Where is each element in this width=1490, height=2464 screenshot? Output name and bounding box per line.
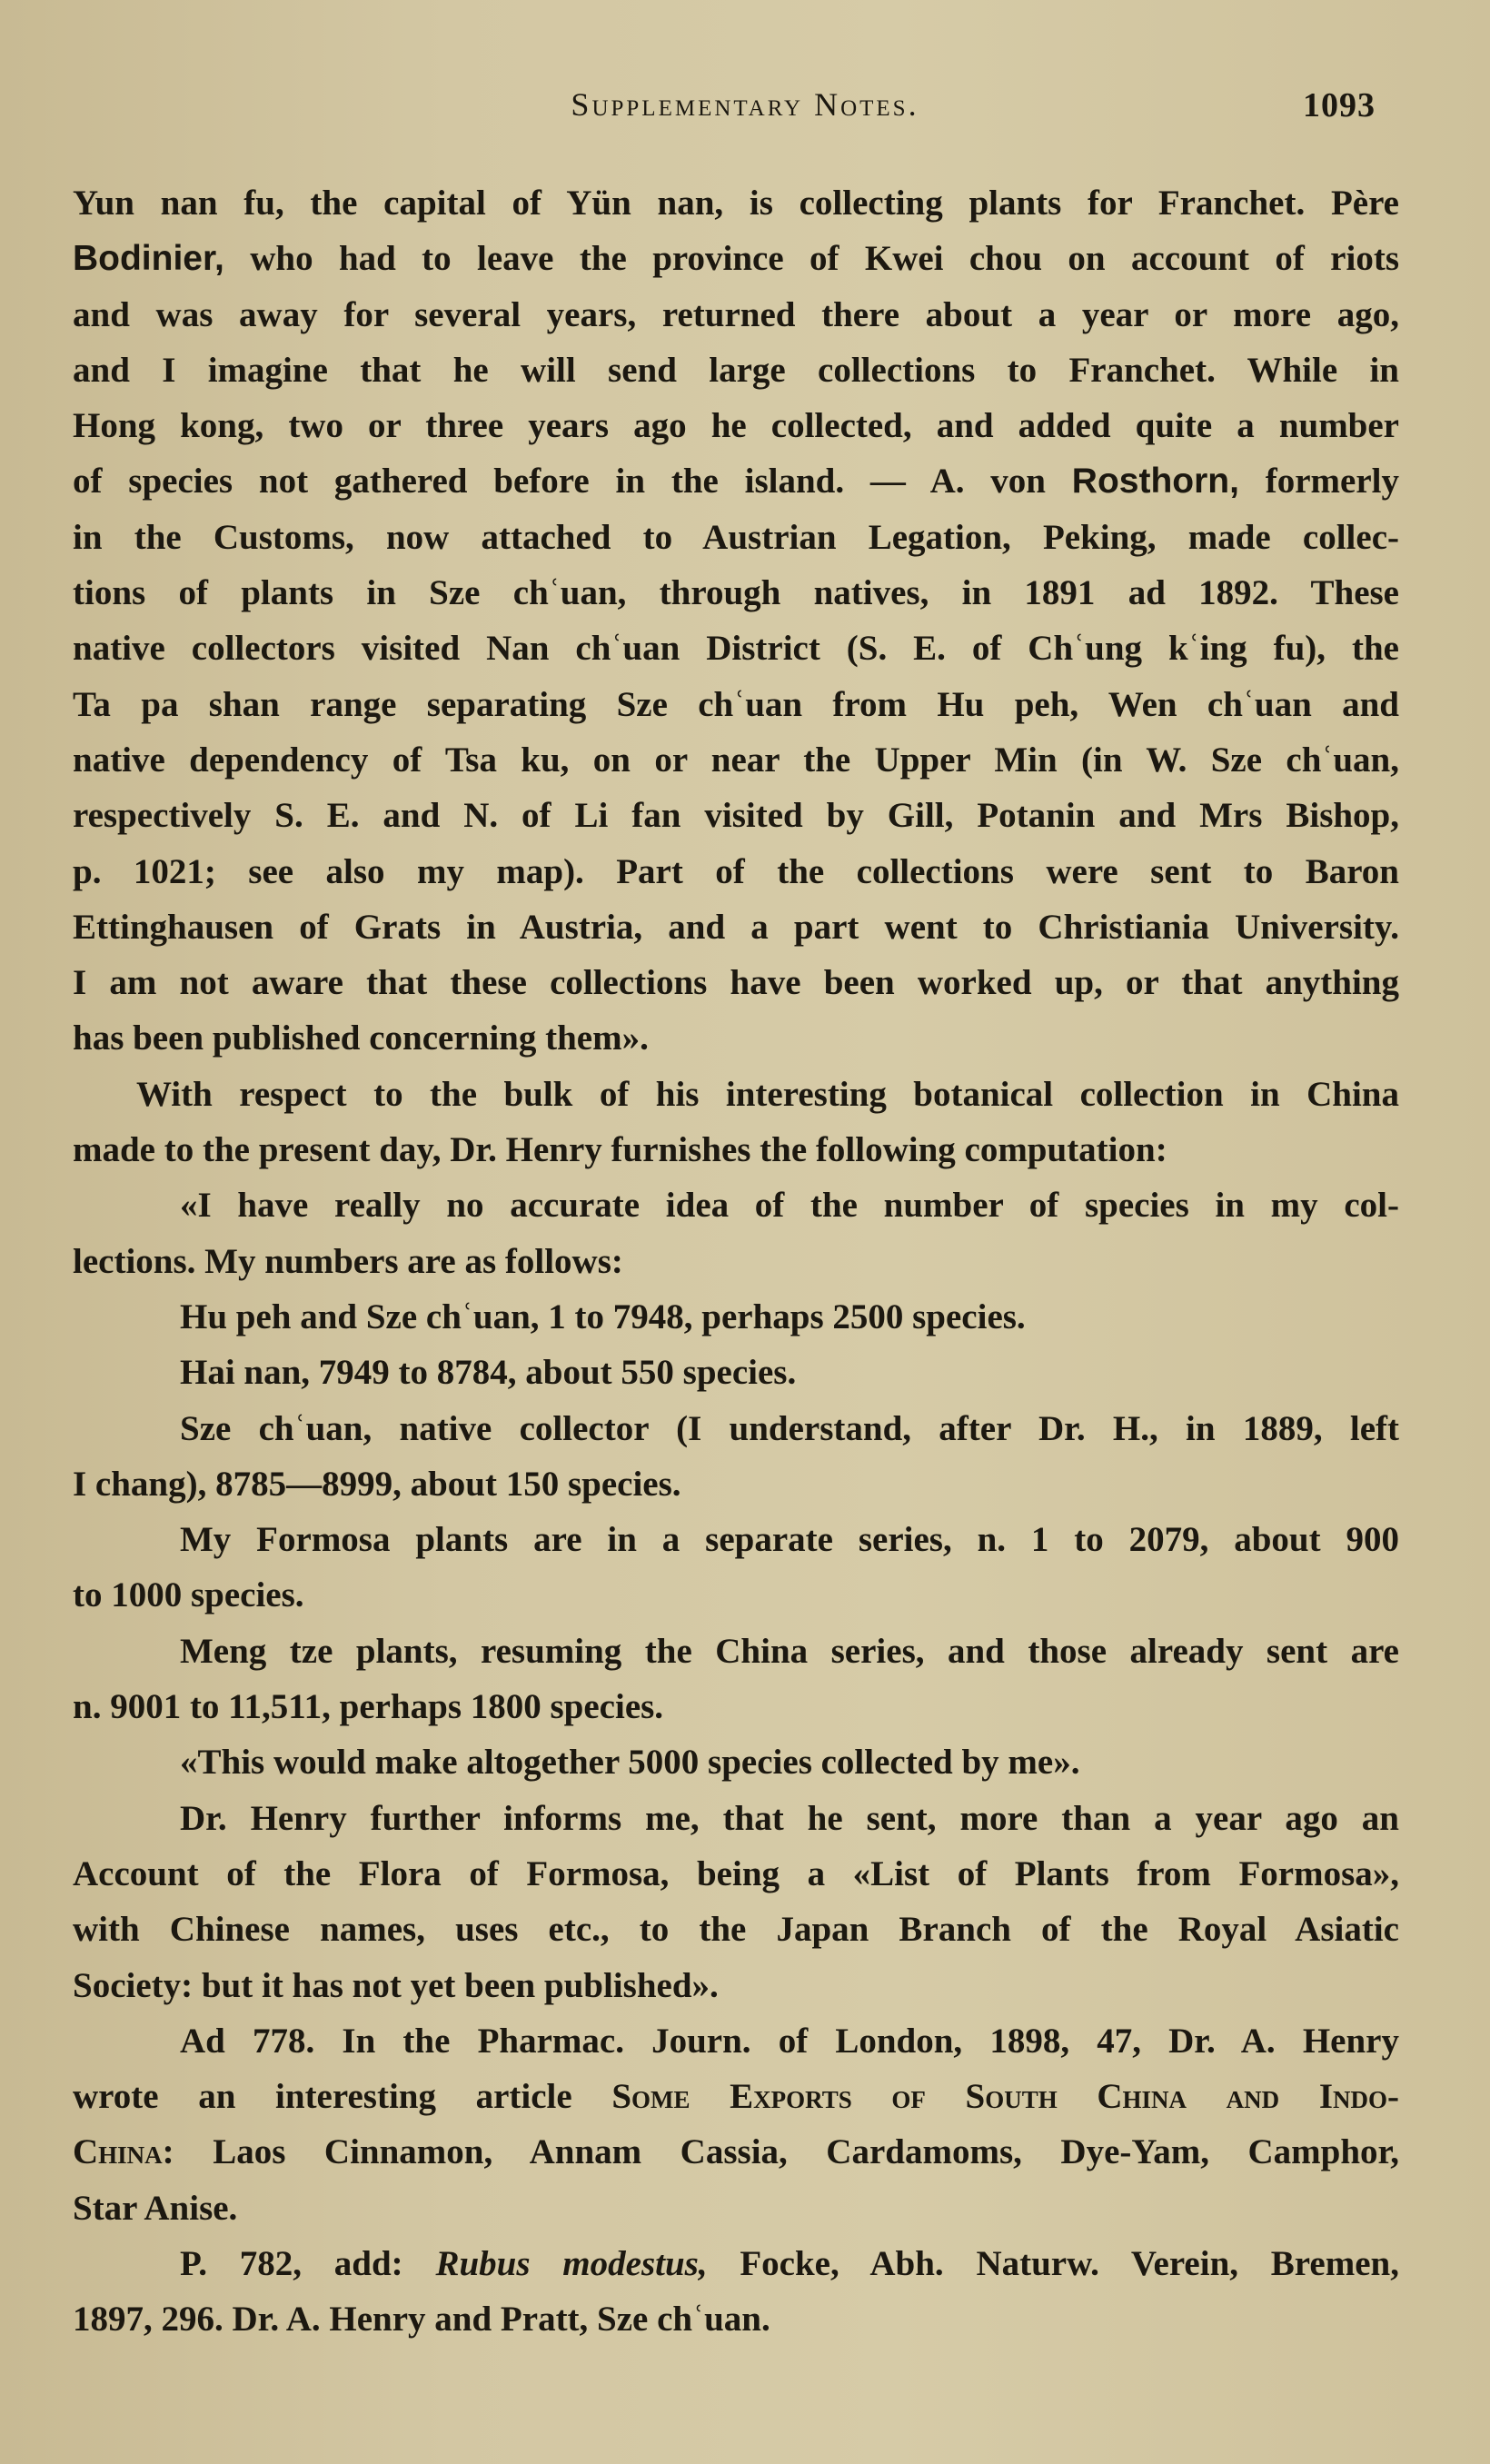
text-span: of species not gathered before in the island. — A. von bbox=[73, 462, 1072, 502]
page-header bbox=[0, 85, 1490, 140]
text-line: made to the present day, Dr. Henry furnishes the following computation: bbox=[73, 1130, 1167, 1170]
text-line: I am not aware that these collections have been worked up, or that anything bbox=[73, 963, 1399, 1003]
text-line: n. 9001 to 11,511, perhaps 1800 species. bbox=[73, 1687, 664, 1727]
text-line: respectively S. E. and N. of Li fan visited by Gill, Potanin and Mrs Bishop, bbox=[73, 796, 1399, 836]
running-head: Supplementary Notes. bbox=[571, 86, 919, 123]
article-title: China bbox=[73, 2132, 163, 2172]
page-number: 1093 bbox=[1303, 86, 1376, 124]
text-span: wrote an interesting article bbox=[73, 2077, 612, 2117]
text-line bbox=[73, 2124, 1399, 2180]
text-line: «This would make altogether 5000 species collected by me». bbox=[180, 1743, 1080, 1783]
text-line: Society: but it has not yet been published». bbox=[73, 1965, 719, 2005]
text-line: «I have really no accurate idea of the number of species in my col- bbox=[180, 1186, 1399, 1226]
text-span: formerly bbox=[1238, 462, 1399, 502]
text-span: : Laos Cinnamon, Annam Cassia, Cardamoms, Dye-Yam, Camphor, bbox=[162, 2132, 1399, 2172]
text-line bbox=[73, 453, 1399, 509]
text-line: tions of plants in Sze chʿuan, through natives, in 1891 ad 1892. These bbox=[73, 573, 1399, 613]
text-line: has been published concerning them». bbox=[73, 1018, 649, 1058]
text-line: p. 1021; see also my map). Part of the collections were sent to Baron bbox=[73, 851, 1399, 891]
text-line: Sze chʿuan, native collector (I understand, after Dr. H., in 1889, left bbox=[180, 1408, 1399, 1448]
text-line: Ta pa shan range separating Sze chʿuan from Hu peh, Wen chʿuan and bbox=[73, 684, 1399, 724]
text-line: native dependency of Tsa ku, on or near the Upper Min (in W. Sze chʿuan, bbox=[73, 740, 1399, 780]
text-line: in the Customs, now attached to Austrian Legation, Peking, made collec- bbox=[73, 517, 1399, 557]
text-span: Focke, Abh. Naturw. Verein, Bremen, bbox=[707, 2243, 1399, 2283]
text-line: Hai nan, 7949 to 8784, about 550 species. bbox=[180, 1353, 797, 1393]
person-name: Rosthorn, bbox=[1071, 462, 1239, 502]
text-line: 1897, 296. Dr. A. Henry and Pratt, Sze chʿuan. bbox=[73, 2300, 770, 2340]
text-line: I chang), 8785—8999, about 150 species. bbox=[73, 1464, 681, 1504]
text-line: My Formosa plants are in a separate series, n. 1 to 2079, about 900 bbox=[180, 1520, 1399, 1560]
text-line bbox=[73, 2069, 1399, 2124]
text-span: who had to leave the province of Kwei chou on account of riots bbox=[224, 239, 1399, 279]
text-line: Hu peh and Sze chʿuan, 1 to 7948, perhaps 2500 species. bbox=[180, 1297, 1026, 1336]
text-line: and was away for several years, returned there about a year or more ago, bbox=[73, 294, 1399, 334]
text-line: and I imagine that he will send large collections to Franchet. While in bbox=[73, 350, 1399, 390]
text-line bbox=[73, 2236, 1399, 2291]
text-line: lections. My numbers are as follows: bbox=[73, 1241, 623, 1281]
text-line: Dr. Henry further informs me, that he sent, more than a year ago an bbox=[180, 1798, 1399, 1838]
body-text bbox=[73, 175, 1399, 2348]
person-name: Bodinier, bbox=[73, 239, 224, 279]
text-line: Account of the Flora of Formosa, being a «List of Plants from Formosa», bbox=[73, 1853, 1399, 1893]
text-line: Meng tze plants, resuming the China series, and those already sent are bbox=[180, 1631, 1399, 1671]
text-line: Star Anise. bbox=[73, 2188, 238, 2228]
text-line: Hong kong, two or three years ago he collected, and added quite a number bbox=[73, 406, 1399, 446]
text-line: Ad 778. In the Pharmac. Journ. of London, 1898, 47, Dr. A. Henry bbox=[180, 2021, 1399, 2061]
text-span: P. 782, add: bbox=[180, 2243, 436, 2283]
text-line: Ettinghausen of Grats in Austria, and a part went to Christiania University. bbox=[73, 907, 1399, 947]
text-line: With respect to the bulk of his interesting botanical collection in China bbox=[136, 1074, 1399, 1114]
species-name: Rubus modestus, bbox=[435, 2243, 708, 2283]
text-line bbox=[73, 231, 1399, 286]
text-line: with Chinese names, uses etc., to the Japan Branch of the Royal Asiatic bbox=[73, 1910, 1399, 1950]
text-line: Yun nan fu, the capital of Yün nan, is collecting plants for Franchet. Père bbox=[73, 184, 1399, 223]
text-line: to 1000 species. bbox=[73, 1575, 304, 1615]
article-title: Some Exports of South China and Indo- bbox=[611, 2077, 1399, 2117]
text-line: native collectors visited Nan chʿuan District (S. E. of Chʿung kʿing fu), the bbox=[73, 629, 1399, 669]
